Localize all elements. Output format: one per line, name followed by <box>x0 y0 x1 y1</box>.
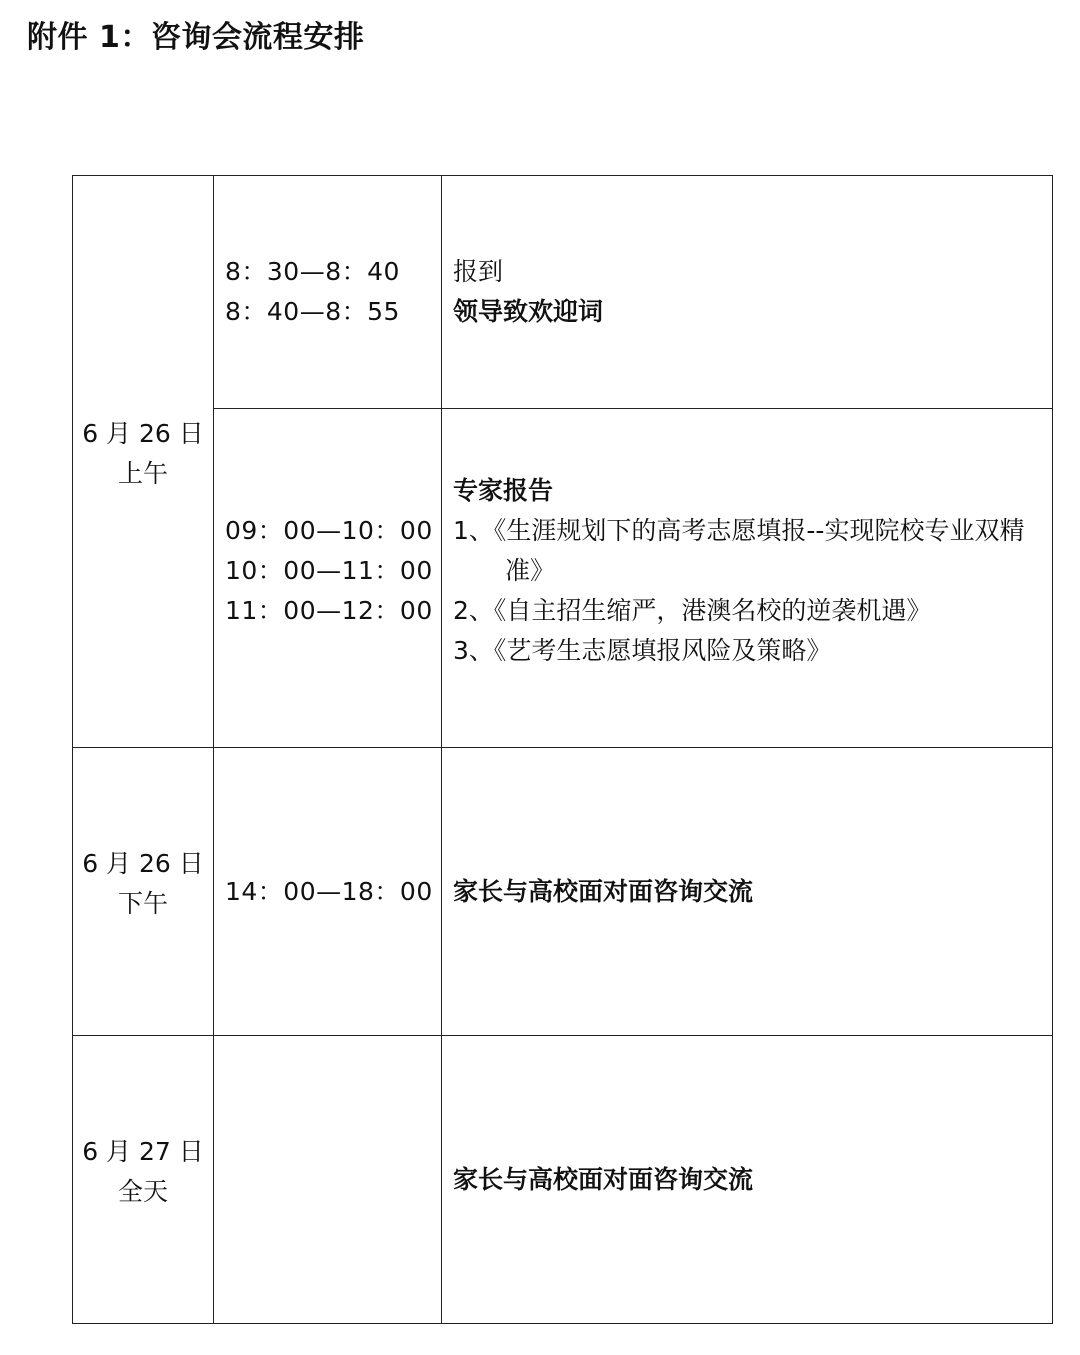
time-range: 10：00—11：00 <box>225 556 433 585</box>
agenda-item-consultation: 家长与高校面对面咨询交流 <box>453 1164 754 1194</box>
table-row <box>73 409 1053 748</box>
agenda-item-checkin: 报到 <box>453 257 504 286</box>
date-cell-day1-afternoon <box>73 748 214 1036</box>
time-cell-day2 <box>214 1036 442 1324</box>
table-row <box>73 748 1053 1036</box>
table-row <box>73 176 1053 409</box>
time-cell-afternoon <box>214 748 442 1036</box>
table-row <box>73 1036 1053 1324</box>
date-label: 6 月 27 日 <box>82 1136 204 1166</box>
time-range: 11：00—12：00 <box>225 596 433 625</box>
agenda-item-welcome: 领导致欢迎词 <box>453 297 604 326</box>
time-range: 8：30—8：40 <box>225 257 400 286</box>
date-label: 6 月 26 日 <box>82 418 204 448</box>
time-range: 8：40—8：55 <box>225 297 400 326</box>
report-item: 3、《艺考生志愿填报风险及策略》 <box>453 636 832 665</box>
period-label: 上午 <box>117 458 168 488</box>
time-range: 09：00—10：00 <box>225 516 433 545</box>
time-range: 14：00—18：00 <box>225 876 433 906</box>
date-label: 6 月 26 日 <box>82 848 204 878</box>
content-cell-afternoon <box>442 748 1053 1036</box>
expert-report-heading: 专家报告 <box>453 476 554 505</box>
period-label: 下午 <box>117 888 168 918</box>
report-item: 2、《自主招生缩严，港澳名校的逆袭机遇》 <box>453 596 932 625</box>
report-item: 1、《生涯规划下的高考志愿填报--实现院校专业双精准》 <box>453 516 1025 585</box>
content-cell-reports <box>442 409 1053 748</box>
agenda-item-consultation: 家长与高校面对面咨询交流 <box>453 876 754 906</box>
schedule-table <box>72 175 1053 1324</box>
document-title: 附件 1：咨询会流程安排 <box>27 20 365 55</box>
time-cell-reports <box>214 409 442 748</box>
period-label: 全天 <box>117 1176 168 1206</box>
date-cell-day1-morning <box>73 176 214 748</box>
content-cell-day2 <box>442 1036 1053 1324</box>
content-cell-opening <box>442 176 1053 409</box>
time-cell-opening <box>214 176 442 409</box>
date-cell-day2 <box>73 1036 214 1324</box>
